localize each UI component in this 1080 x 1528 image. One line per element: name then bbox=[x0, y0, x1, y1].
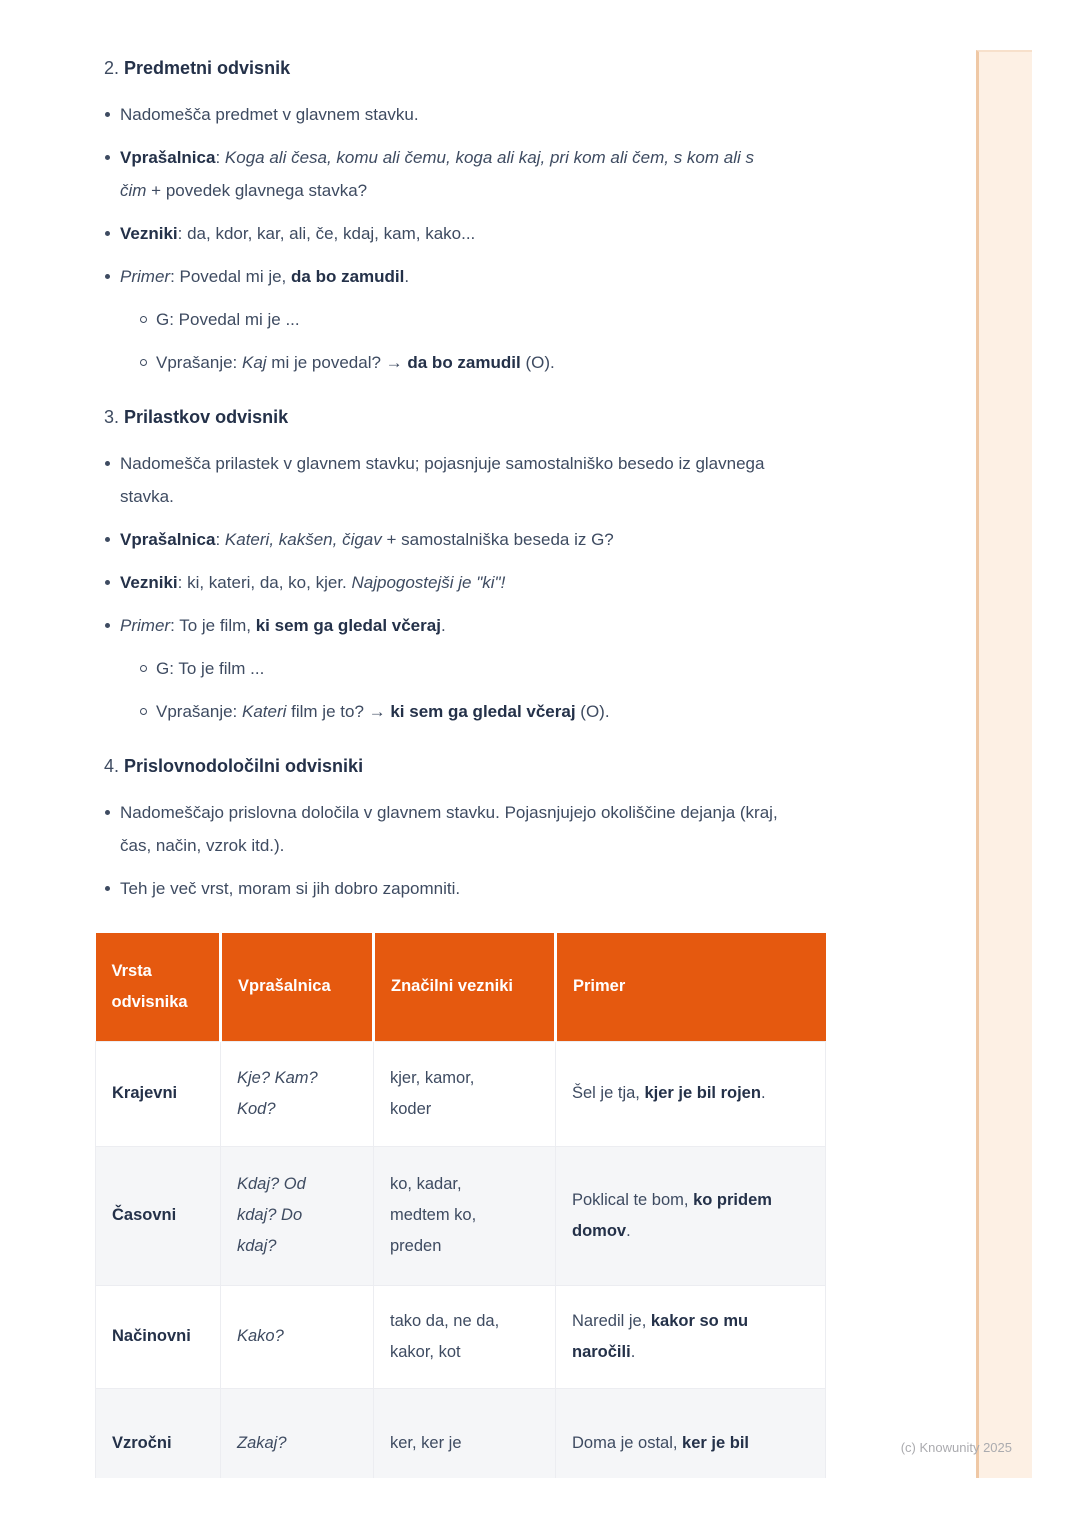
page-edge-stripe bbox=[976, 50, 1032, 1478]
section-title: Prislovnodoločilni odvisniki bbox=[124, 756, 364, 776]
column-header-vprasalnica: Vprašalnica bbox=[221, 933, 374, 1041]
section-title: Prilastkov odvisnik bbox=[124, 407, 289, 427]
cell-primer: Šel je tja, kjer je bil rojen. bbox=[556, 1041, 826, 1146]
cell-primer: Doma je ostal, ker je bil bbox=[556, 1388, 826, 1478]
bullet-list bbox=[104, 796, 846, 905]
cell-vezniki: ker, ker je bbox=[374, 1388, 556, 1478]
notes-content bbox=[104, 56, 846, 1478]
list-item: Vprašalnica: Kateri, kakšen, čigav + samostalniška beseda iz G? bbox=[104, 523, 846, 556]
sub-list-item: G: To je film ... bbox=[140, 652, 846, 685]
section-prislovnodolocilni-odvisniki bbox=[104, 754, 846, 905]
bullet-icon bbox=[104, 609, 120, 642]
circle-bullet-icon bbox=[140, 346, 156, 379]
bullet-icon bbox=[104, 217, 120, 250]
table-row bbox=[96, 1146, 826, 1285]
list-item: Teh je več vrst, moram si jih dobro zapomniti. bbox=[104, 872, 846, 905]
table-row bbox=[96, 1041, 826, 1146]
section-heading bbox=[104, 754, 846, 778]
list-item: Vezniki: ki, kateri, da, ko, kjer. Najpogostejši je "ki"! bbox=[104, 566, 846, 599]
section-heading bbox=[104, 56, 846, 80]
column-header-vezniki: Značilni vezniki bbox=[374, 933, 556, 1041]
cell-primer: Poklical te bom, ko pridem domov. bbox=[556, 1146, 826, 1285]
cell-vprasalnica: Kako? bbox=[221, 1285, 374, 1388]
bullet-icon bbox=[104, 566, 120, 599]
section-title: Predmetni odvisnik bbox=[124, 58, 291, 78]
cell-primer: Naredil je, kakor so mu naročili. bbox=[556, 1285, 826, 1388]
sub-list-item: G: Povedal mi je ... bbox=[140, 303, 846, 336]
cell-vprasalnica: Kje? Kam? Kod? bbox=[221, 1041, 374, 1146]
list-item: Primer: Povedal mi je, da bo zamudil. bbox=[104, 260, 846, 293]
list-item: Vezniki: da, kdor, kar, ali, če, kdaj, kam, kako... bbox=[104, 217, 846, 250]
list-item: Nadomešča predmet v glavnem stavku. bbox=[104, 98, 846, 131]
table-row bbox=[96, 1388, 826, 1478]
cell-vrsta: Načinovni bbox=[96, 1285, 221, 1388]
bullet-icon bbox=[104, 260, 120, 293]
cell-vezniki: tako da, ne da, kakor, kot bbox=[374, 1285, 556, 1388]
column-header-primer: Primer bbox=[556, 933, 826, 1041]
section-prilastkov-odvisnik bbox=[104, 405, 846, 728]
circle-bullet-icon bbox=[140, 695, 156, 728]
bullet-icon bbox=[104, 98, 120, 131]
section-number: 2. bbox=[104, 58, 120, 78]
list-item: Vprašalnica: Koga ali česa, komu ali čemu, koga ali kaj, pri kom ali čem, s kom ali s čim + povedek glavnega stavka? bbox=[104, 141, 846, 207]
table-row bbox=[96, 1285, 826, 1388]
section-number: 3. bbox=[104, 407, 120, 427]
bullet-icon bbox=[104, 796, 120, 862]
cell-vezniki: kjer, kamor, koder bbox=[374, 1041, 556, 1146]
section-predmetni-odvisnik bbox=[104, 56, 846, 379]
circle-bullet-icon bbox=[140, 652, 156, 685]
cell-vprasalnica: Zakaj? bbox=[221, 1388, 374, 1478]
section-heading bbox=[104, 405, 846, 429]
column-header-vrsta: Vrsta odvisnika bbox=[96, 933, 221, 1041]
sub-list-item: Vprašanje: Kaj mi je povedal? → da bo zamudil (O). bbox=[140, 346, 846, 379]
bullet-list bbox=[104, 98, 846, 379]
watermark: (c) Knowunity 2025 bbox=[900, 1440, 1012, 1455]
odvisniki-table bbox=[95, 933, 826, 1478]
table-header-row bbox=[96, 933, 826, 1041]
cell-vprasalnica: Kdaj? Od kdaj? Do kdaj? bbox=[221, 1146, 374, 1285]
bullet-icon bbox=[104, 523, 120, 556]
sub-list-item: Vprašanje: Kateri film je to? → ki sem ga gledal včeraj (O). bbox=[140, 695, 846, 728]
circle-bullet-icon bbox=[140, 303, 156, 336]
bullet-icon bbox=[104, 872, 120, 905]
cell-vrsta: Časovni bbox=[96, 1146, 221, 1285]
bullet-icon bbox=[104, 141, 120, 207]
list-item: Nadomešča prilastek v glavnem stavku; pojasnjuje samostalniško besedo iz glavnega stavka. bbox=[104, 447, 846, 513]
cell-vrsta: Vzročni bbox=[96, 1388, 221, 1478]
list-item: Nadomeščajo prislovna določila v glavnem stavku. Pojasnjujejo okoliščine dejanja (kraj, čas, način, vzrok itd.). bbox=[104, 796, 846, 862]
list-item: Primer: To je film, ki sem ga gledal včeraj. bbox=[104, 609, 846, 642]
cell-vrsta: Krajevni bbox=[96, 1041, 221, 1146]
section-number: 4. bbox=[104, 756, 120, 776]
bullet-list bbox=[104, 447, 846, 728]
bullet-icon bbox=[104, 447, 120, 513]
cell-vezniki: ko, kadar, medtem ko, preden bbox=[374, 1146, 556, 1285]
